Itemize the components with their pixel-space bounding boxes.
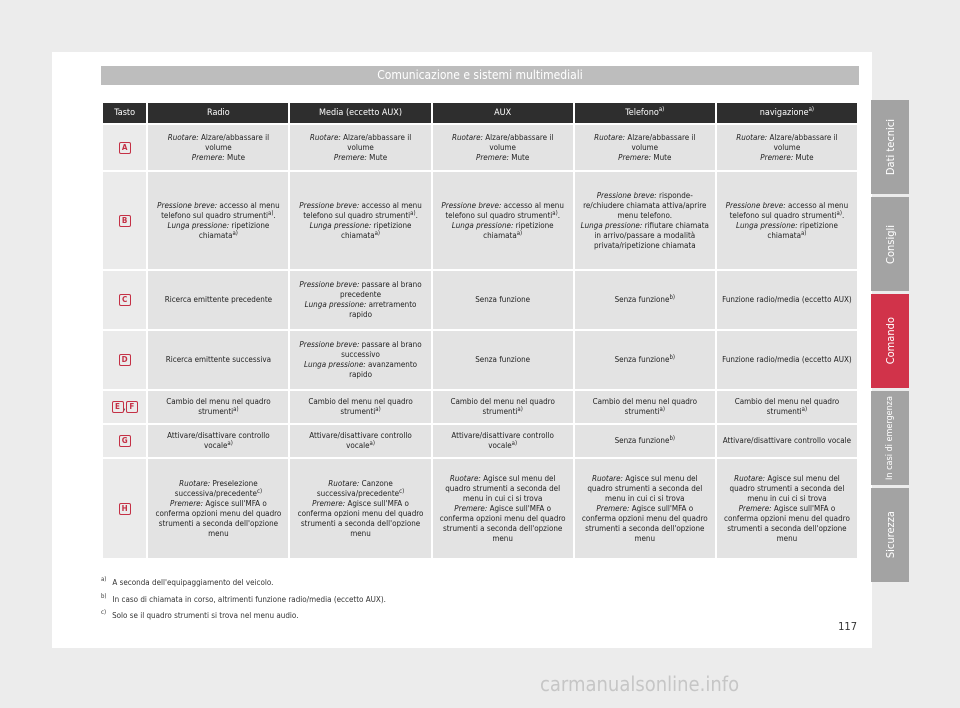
side-tab-comando[interactable]: Comando <box>871 294 909 388</box>
side-tab-sicurezza[interactable]: Sicurezza <box>871 488 909 582</box>
key-badge-c: C <box>119 294 131 306</box>
table-cell: Cambio del menu nel quadro strumenti$^{a)}$ <box>575 391 715 423</box>
table-row <box>103 125 857 170</box>
key-cell <box>103 271 146 329</box>
table-cell: Pressione breve: accesso al menu telefono sul quadro strumenti$^{a)}$. Lunga pressione: ripetizione chiamata$^{a)}$ <box>148 172 288 269</box>
col-header-aux: AUX <box>433 103 573 123</box>
key-badge-e: E <box>112 401 124 413</box>
table-cell: Ruotare: Preselezione successiva/precedente$^{c)}$ Premere: Agisce sull'MFA o conferma opzioni menu del quadro strumenti a seconda dell'opzione menu <box>148 459 288 558</box>
controls-table <box>101 101 859 560</box>
table-cell: Ruotare: Agisce sul menu del quadro strumenti a seconda del menu in cui ci si trova Premere: Agisce sull'MFA o conferma opzioni menu del quadro strumenti a seconda dell'opzione menu <box>433 459 573 558</box>
table-cell: Cambio del menu nel quadro strumenti$^{a)}$ <box>433 391 573 423</box>
key-cell <box>103 425 146 457</box>
footnote-c: $^{c)}$ Solo se il quadro strumenti si trova nel menu audio. <box>101 609 299 620</box>
table-cell: Funzione radio/media (eccetto AUX) <box>717 271 857 329</box>
col-header-navigazione: navigazione$^{a)}$ <box>717 103 857 123</box>
page-number: 117 <box>838 620 857 633</box>
table-cell: Cambio del menu nel quadro strumenti$^{a)}$ <box>717 391 857 423</box>
table-row <box>103 172 857 269</box>
table-cell: Ruotare: Alzare/abbassare il volume Premere: Mute <box>575 125 715 170</box>
table-cell: Cambio del menu nel quadro strumenti$^{a)}$ <box>290 391 430 423</box>
table-cell: Ricerca emittente successiva <box>148 331 288 389</box>
table-cell: Ruotare: Canzone successiva/precedente$^{c)}$ Premere: Agisce sull'MFA o conferma opzioni menu del quadro strumenti a seconda dell'opzione menu <box>290 459 430 558</box>
table-cell: Attivare/disattivare controllo vocale$^{a)}$ <box>148 425 288 457</box>
table-row <box>103 271 857 329</box>
table-cell: Pressione breve: passare al brano successivo Lunga pressione: avanzamento rapido <box>290 331 430 389</box>
table-row <box>103 391 857 423</box>
side-tab-dati-tecnici[interactable]: Dati tecnici <box>871 100 909 194</box>
footnote-b: $^{b)}$ In caso di chiamata in corso, altrimenti funzione radio/media (eccetto AUX). <box>101 593 386 604</box>
key-badge-h: H <box>119 503 131 515</box>
table-cell: Senza funzione$^{b)}$ <box>575 331 715 389</box>
col-header-tasto: Tasto <box>103 103 146 123</box>
table-cell: Senza funzione$^{b)}$ <box>575 425 715 457</box>
table-cell: Ruotare: Agisce sul menu del quadro strumenti a seconda del menu in cui ci si trova Premere: Agisce sull'MFA o conferma opzioni menu del quadro strumenti a seconda dell'opzione menu <box>717 459 857 558</box>
side-tab-emergenza[interactable]: In casi di emergenza <box>871 391 909 485</box>
side-tab-consigli[interactable]: Consigli <box>871 197 909 291</box>
table-cell: Funzione radio/media (eccetto AUX) <box>717 331 857 389</box>
table-cell: Pressione breve: risponde-re/chiudere chiamata attiva/aprire menu telefono. Lunga pressione: rifiutare chiamata in arrivo/passare a modalità privata/ripetizione chiamata <box>575 172 715 269</box>
key-cell <box>103 172 146 269</box>
table-cell: Ruotare: Alzare/abbassare il volume Premere: Mute <box>433 125 573 170</box>
watermark-text: carmanualsonline.info <box>540 672 740 696</box>
table-row <box>103 459 857 558</box>
table-cell: Ruotare: Agisce sul menu del quadro strumenti a seconda del menu in cui ci si trova Premere: Agisce sull'MFA o conferma opzioni menu del quadro strumenti a seconda dell'opzione menu <box>575 459 715 558</box>
col-header-telefono: Telefono$^{a)}$ <box>575 103 715 123</box>
col-header-radio: Radio <box>148 103 288 123</box>
table-row <box>103 425 857 457</box>
table-cell: Cambio del menu nel quadro strumenti$^{a)}$ <box>148 391 288 423</box>
footnote-a: $^{a)}$ A seconda dell'equipaggiamento del veicolo. <box>101 576 274 587</box>
table-cell: Attivare/disattivare controllo vocale$^{a)}$ <box>433 425 573 457</box>
table-cell: Pressione breve: accesso al menu telefono sul quadro strumenti$^{a)}$. Lunga pressione: ripetizione chiamata$^{a)}$ <box>433 172 573 269</box>
col-header-media: Media (eccetto AUX) <box>290 103 430 123</box>
table-cell: Ruotare: Alzare/abbassare il volume Premere: Mute <box>717 125 857 170</box>
table-cell: Pressione breve: accesso al menu telefono sul quadro strumenti$^{a)}$. Lunga pressione: ripetizione chiamata$^{a)}$ <box>717 172 857 269</box>
key-cell: E , F <box>103 391 146 423</box>
table-row <box>103 331 857 389</box>
table-cell: Senza funzione$^{b)}$ <box>575 271 715 329</box>
table-cell: Pressione breve: accesso al menu telefono sul quadro strumenti$^{a)}$. Lunga pressione: ripetizione chiamata$^{a)}$ <box>290 172 430 269</box>
key-badge-f: F <box>126 401 138 413</box>
table-header-row <box>103 103 857 123</box>
key-badge-d: D <box>119 354 131 366</box>
table-cell: Ruotare: Alzare/abbassare il volume Premere: Mute <box>148 125 288 170</box>
table-cell: Ruotare: Alzare/abbassare il volume Premere: Mute <box>290 125 430 170</box>
table-cell: Pressione breve: passare al brano precedente Lunga pressione: arretramento rapido <box>290 271 430 329</box>
key-cell <box>103 459 146 558</box>
table-cell: Attivare/disattivare controllo vocale <box>717 425 857 457</box>
key-badge-a: A <box>119 142 131 154</box>
page-header: Comunicazione e sistemi multimediali <box>101 66 859 85</box>
key-cell <box>103 331 146 389</box>
table-cell: Attivare/disattivare controllo vocale$^{a)}$ <box>290 425 430 457</box>
table-cell: Senza funzione <box>433 331 573 389</box>
key-badge-g: G <box>119 435 131 447</box>
key-badge-b: B <box>119 215 131 227</box>
key-cell <box>103 125 146 170</box>
table-cell: Ricerca emittente precedente <box>148 271 288 329</box>
table-cell: Senza funzione <box>433 271 573 329</box>
